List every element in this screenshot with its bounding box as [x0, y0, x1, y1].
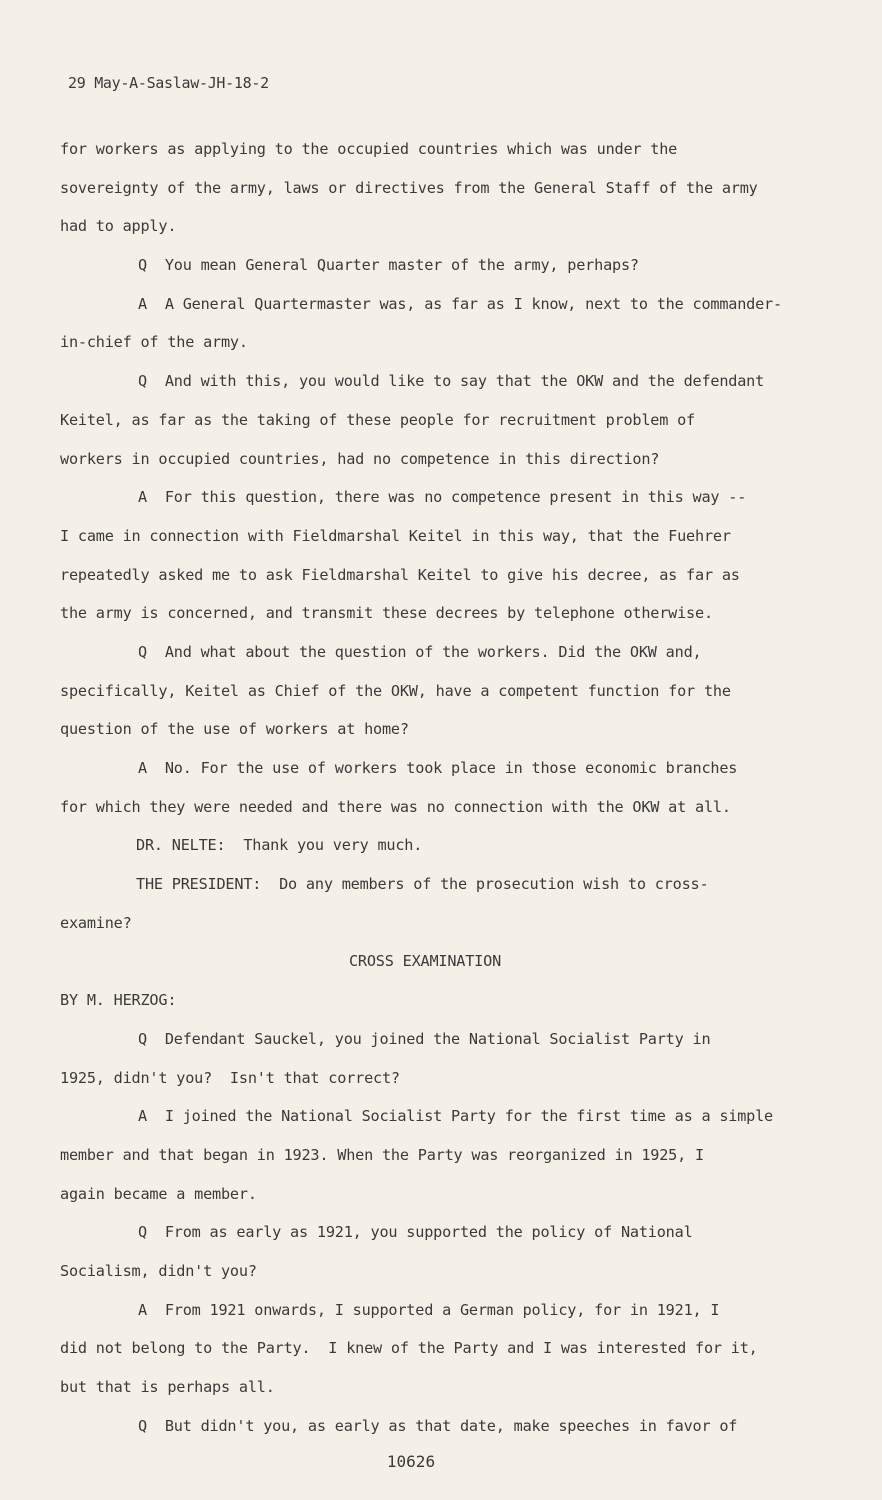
- text-line: repeatedly asked me to ask Fieldmarshal Keitel to give his decree, as far as: [60, 565, 740, 584]
- text-line: the army is concerned, and transmit these decrees by telephone otherwise.: [60, 604, 713, 623]
- answer-line: A A General Quartermaster was, as far as I know, next to the commander-: [138, 294, 782, 313]
- text-line: in-chief of the army.: [60, 333, 248, 352]
- answer-line: A I joined the National Socialist Party for the first time as a simple: [138, 1107, 773, 1126]
- speaker-line: THE PRESIDENT: Do any members of the prosecution wish to cross-: [136, 875, 709, 894]
- text-line: had to apply.: [60, 217, 177, 236]
- question-line: Q You mean General Quarter master of the army, perhaps?: [138, 256, 639, 275]
- question-line: Q And with this, you would like to say that the OKW and the defendant: [138, 372, 765, 391]
- page-number: 10626: [386, 1452, 436, 1471]
- text-line: Socialism, didn't you?: [60, 1261, 257, 1280]
- text-line: but that is perhaps all.: [60, 1378, 275, 1396]
- text-line: I came in connection with Fieldmarshal Keitel in this way, that the Fuehrer: [60, 526, 731, 545]
- text-line: did not belong to the Party. I knew of the Party and I was interested for it,: [60, 1339, 758, 1358]
- answer-line: A No. For the use of workers took place in those economic branches: [138, 759, 738, 777]
- answer-line: A From 1921 onwards, I supported a German policy, for in 1921, I: [138, 1300, 720, 1319]
- answer-line: A For this question, there was no competence present in this way --: [138, 488, 747, 507]
- text-line: 1925, didn't you? Isn't that correct?: [60, 1068, 400, 1087]
- text-line: specifically, Keitel as Chief of the OKW, have a competent function for the: [60, 681, 731, 700]
- text-line: member and that began in 1923. When the Party was reorganized in 1925, I: [60, 1145, 704, 1164]
- text-line: examine?: [60, 913, 132, 932]
- text-line: for which they were needed and there was no connection with the OKW at all.: [60, 797, 731, 816]
- text-line: sovereignty of the army, laws or directives from the General Staff of the army: [60, 178, 758, 197]
- text-line: again became a member.: [60, 1184, 257, 1203]
- text-line: for workers as applying to the occupied countries which was under the: [60, 140, 678, 158]
- text-line: workers in occupied countries, had no competence in this direction?: [60, 449, 660, 468]
- question-line: Q Defendant Sauckel, you joined the National Socialist Party in: [138, 1029, 711, 1048]
- page-reference: 29 May-A-Saslaw-JH-18-2: [68, 74, 269, 92]
- question-line: Q But didn't you, as early as that date, make speeches in favor of: [138, 1416, 738, 1435]
- text-line: question of the use of workers at home?: [60, 720, 409, 739]
- examiner-line: BY M. HERZOG:: [60, 991, 177, 1010]
- section-heading: CROSS EXAMINATION: [348, 952, 502, 971]
- speaker-line: DR. NELTE: Thank you very much.: [136, 836, 423, 855]
- text-line: Keitel, as far as the taking of these people for recruitment problem of: [60, 410, 695, 429]
- transcript-body: [60, 130, 830, 1445]
- question-line: Q From as early as 1921, you supported the policy of National: [138, 1223, 693, 1242]
- question-line: Q And what about the question of the workers. Did the OKW and,: [138, 642, 702, 661]
